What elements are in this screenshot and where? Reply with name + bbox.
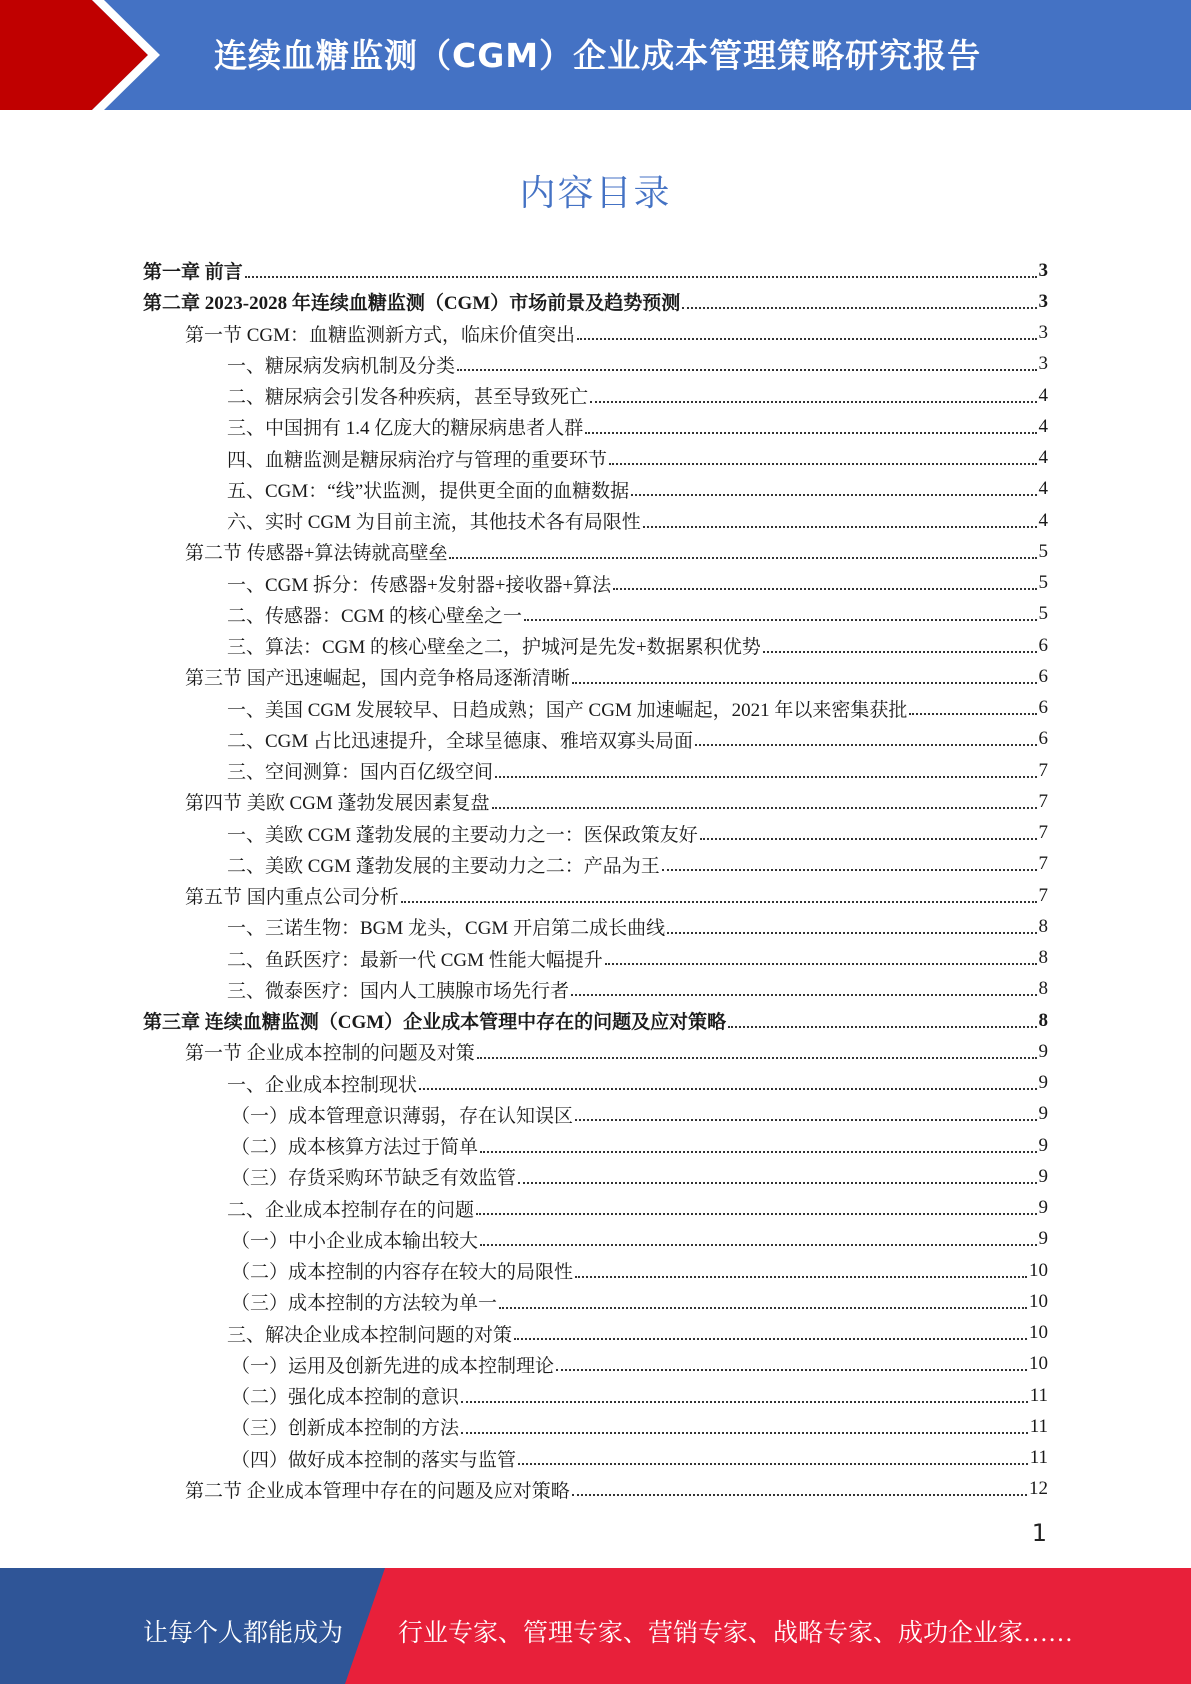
toc-dot-leader <box>613 588 1036 590</box>
toc-entry-label: （二）成本核算方法过于简单 <box>231 1137 479 1159</box>
toc-dot-leader <box>590 401 1036 403</box>
toc-entry-label: 一、糖尿病发病机制及分类 <box>227 355 456 377</box>
toc-dot-leader <box>245 276 1037 278</box>
toc-entry-label: 二、糖尿病会引发各种疾病，甚至导致死亡 <box>227 387 589 409</box>
toc-entry-label: 一、美国 CGM 发展较早、日趋成熟；国产 CGM 加速崛起，2021 年以来密集获批 <box>227 699 908 721</box>
toc-entry[interactable] <box>143 1318 1048 1349</box>
toc-entry[interactable] <box>143 536 1048 567</box>
toc-dot-leader <box>763 651 1037 653</box>
toc-entry-label: 第一节 企业成本控制的问题及对策 <box>185 1043 475 1065</box>
toc-entry-page: 12 <box>1029 1478 1048 1500</box>
toc-dot-leader <box>518 1463 1028 1465</box>
toc-entry-label: 一、三诺生物：BGM 龙头，CGM 开启第二成长曲线 <box>227 918 666 940</box>
toc-entry-label: 三、微泰医疗：国内人工胰腺市场先行者 <box>227 980 570 1002</box>
toc-entry-label: （三）成本控制的方法较为单一 <box>231 1293 498 1315</box>
toc-entry-label: 六、实时 CGM 为目前主流，其他技术各有局限性 <box>227 512 641 534</box>
toc-dot-leader <box>700 838 1037 840</box>
toc-entry[interactable] <box>143 349 1048 380</box>
toc-entry[interactable] <box>143 255 1048 286</box>
toc-entry-page: 4 <box>1038 478 1048 500</box>
toc-entry-label: 三、空间测算：国内百亿级空间 <box>227 762 494 784</box>
toc-entry-label: 第二节 传感器+算法铸就高壁垒 <box>185 543 448 565</box>
toc-dot-leader <box>571 994 1036 996</box>
toc-entry-page: 7 <box>1038 759 1048 781</box>
toc-entry[interactable] <box>143 693 1048 724</box>
toc-entry[interactable] <box>143 1068 1048 1099</box>
toc-entry-page: 9 <box>1038 1134 1048 1156</box>
toc-entry-page: 10 <box>1029 1259 1048 1281</box>
toc-dot-leader <box>575 1119 1036 1121</box>
table-of-contents <box>143 255 1048 1505</box>
toc-entry-page: 9 <box>1038 1040 1048 1062</box>
toc-entry-page: 8 <box>1038 915 1048 937</box>
toc-entry[interactable] <box>143 661 1048 692</box>
toc-entry-label: 四、血糖监测是糖尿病治疗与管理的重要环节 <box>227 449 608 471</box>
toc-entry[interactable] <box>143 911 1048 942</box>
toc-dot-leader <box>643 526 1037 528</box>
toc-entry[interactable] <box>143 1099 1048 1130</box>
toc-entry-label: 三、算法：CGM 的核心壁垒之二，护城河是先发+数据累积优势 <box>227 637 761 659</box>
toc-entry-page: 3 <box>1038 322 1048 344</box>
toc-entry[interactable] <box>143 1036 1048 1067</box>
toc-entry-page: 5 <box>1038 603 1048 625</box>
toc-entry-label: 二、传感器：CGM 的核心壁垒之一 <box>227 605 523 627</box>
toc-dot-leader <box>401 901 1037 903</box>
toc-dot-leader <box>577 338 1036 340</box>
toc-entry-label: 第一章 前言 <box>143 262 243 284</box>
toc-entry-page: 9 <box>1038 1072 1048 1094</box>
toc-entry-label: （一）运用及创新先进的成本控制理论 <box>231 1355 555 1377</box>
toc-entry[interactable] <box>143 1005 1048 1036</box>
toc-entry-label: 第二章 2023-2028 年连续血糖监测（CGM）市场前景及趋势预测 <box>143 293 681 315</box>
toc-entry[interactable] <box>143 755 1048 786</box>
toc-dot-leader <box>492 807 1037 809</box>
toc-entry-page: 6 <box>1038 697 1048 719</box>
toc-entry-page: 9 <box>1038 1165 1048 1187</box>
toc-entry[interactable] <box>143 1443 1048 1474</box>
toc-entry[interactable] <box>143 818 1048 849</box>
toc-entry-page: 6 <box>1038 634 1048 656</box>
toc-dot-leader <box>499 1307 1027 1309</box>
toc-entry[interactable] <box>143 286 1048 317</box>
toc-entry[interactable] <box>143 1286 1048 1317</box>
page-header <box>0 0 1191 110</box>
toc-entry[interactable] <box>143 1380 1048 1411</box>
toc-dot-leader <box>480 1244 1036 1246</box>
toc-entry-label: （四）做好成本控制的落实与监管 <box>231 1449 517 1471</box>
toc-entry[interactable] <box>143 1255 1048 1286</box>
toc-dot-leader <box>682 307 1036 309</box>
toc-dot-leader <box>605 963 1037 965</box>
toc-entry-label: 二、CGM 占比迅速提升，全球呈德康、雅培双寡头局面 <box>227 730 694 752</box>
toc-dot-leader <box>495 776 1036 778</box>
toc-entry-page: 4 <box>1038 509 1048 531</box>
footer-slogan-left: 让每个人都能成为 <box>143 1620 344 1647</box>
toc-entry-label: 二、美欧 CGM 蓬勃发展的主要动力之二：产品为王 <box>227 855 660 877</box>
toc-entry-label: （三）存货采购环节缺乏有效监管 <box>231 1168 517 1190</box>
toc-entry-label: 三、中国拥有 1.4 亿庞大的糖尿病患者人群 <box>227 418 584 440</box>
toc-entry-label: （一）成本管理意识薄弱，存在认知误区 <box>231 1105 574 1127</box>
toc-entry-page: 6 <box>1038 728 1048 750</box>
toc-dot-leader <box>909 713 1036 715</box>
toc-dot-leader <box>572 1494 1027 1496</box>
toc-entry[interactable] <box>143 411 1048 442</box>
toc-entry[interactable] <box>143 974 1048 1005</box>
toc-dot-leader <box>609 463 1036 465</box>
toc-entry-page: 4 <box>1038 447 1048 469</box>
toc-entry-page: 4 <box>1038 415 1048 437</box>
toc-dot-leader <box>449 557 1036 559</box>
toc-entry[interactable] <box>143 1224 1048 1255</box>
toc-entry-label: （三）创新成本控制的方法 <box>231 1418 460 1440</box>
toc-entry-page: 5 <box>1038 572 1048 594</box>
toc-entry[interactable] <box>143 724 1048 755</box>
toc-dot-leader <box>476 1213 1036 1215</box>
toc-entry-label: 第三节 国产迅速崛起，国内竞争格局逐渐清晰 <box>185 668 570 690</box>
toc-dot-leader <box>695 744 1036 746</box>
footer-slogan-right: 行业专家、管理专家、营销专家、战略专家、成功企业家…… <box>398 1620 1074 1647</box>
toc-entry-page: 7 <box>1038 790 1048 812</box>
toc-entry-label: （二）强化成本控制的意识 <box>231 1387 460 1409</box>
toc-entry-label: 二、企业成本控制存在的问题 <box>227 1199 475 1221</box>
toc-dot-leader <box>524 619 1036 621</box>
toc-entry[interactable] <box>143 443 1048 474</box>
toc-entry-page: 11 <box>1029 1384 1048 1406</box>
toc-entry[interactable] <box>143 318 1048 349</box>
toc-entry-label: （二）成本控制的内容存在较大的局限性 <box>231 1262 574 1284</box>
toc-entry-page: 10 <box>1029 1290 1048 1312</box>
toc-entry-page: 8 <box>1038 1009 1048 1031</box>
toc-entry-label: （一）中小企业成本输出较大 <box>231 1230 479 1252</box>
toc-entry-page: 9 <box>1038 1228 1048 1250</box>
toc-entry[interactable] <box>143 1161 1048 1192</box>
toc-dot-leader <box>572 682 1037 684</box>
toc-dot-leader <box>575 1276 1027 1278</box>
toc-entry[interactable] <box>143 630 1048 661</box>
toc-entry-page: 4 <box>1038 384 1048 406</box>
toc-entry[interactable] <box>143 1411 1048 1442</box>
toc-entry-page: 10 <box>1029 1322 1048 1344</box>
toc-dot-leader <box>457 369 1036 371</box>
toc-entry[interactable] <box>143 849 1048 880</box>
toc-dot-leader <box>585 432 1036 434</box>
toc-entry[interactable] <box>143 880 1048 911</box>
toc-entry[interactable] <box>143 1474 1048 1505</box>
toc-entry[interactable] <box>143 786 1048 817</box>
toc-entry-page: 8 <box>1038 978 1048 1000</box>
toc-entry-label: 第二节 企业成本管理中存在的问题及应对策略 <box>185 1480 570 1502</box>
toc-entry[interactable] <box>143 599 1048 630</box>
toc-dot-leader <box>518 1182 1036 1184</box>
toc-entry-page: 7 <box>1038 853 1048 875</box>
toc-entry-page: 10 <box>1029 1353 1048 1375</box>
toc-entry-page: 11 <box>1029 1447 1048 1469</box>
toc-entry-page: 9 <box>1038 1103 1048 1125</box>
toc-dot-leader <box>477 1057 1037 1059</box>
toc-entry-label: 第一节 CGM：血糖监测新方式，临床价值突出 <box>185 324 576 346</box>
toc-entry-page: 6 <box>1038 665 1048 687</box>
toc-entry-label: 第五节 国内重点公司分析 <box>185 887 399 909</box>
toc-entry-page: 9 <box>1038 1197 1048 1219</box>
toc-entry-page: 8 <box>1038 947 1048 969</box>
toc-entry-page: 11 <box>1029 1415 1048 1437</box>
toc-entry-label: 一、美欧 CGM 蓬勃发展的主要动力之一：医保政策友好 <box>227 824 698 846</box>
toc-dot-leader <box>480 1151 1036 1153</box>
report-title: 连续血糖监测（CGM）企业成本管理策略研究报告 <box>214 36 982 75</box>
toc-entry-label: 第三章 连续血糖监测（CGM）企业成本管理中存在的问题及应对策略 <box>143 1012 727 1034</box>
toc-entry[interactable] <box>143 568 1048 599</box>
toc-dot-leader <box>514 1338 1027 1340</box>
toc-dot-leader <box>419 1088 1036 1090</box>
toc-dot-leader <box>667 932 1036 934</box>
toc-entry[interactable] <box>143 1193 1048 1224</box>
toc-entry-label: 一、CGM 拆分：传感器+发射器+接收器+算法 <box>227 574 612 596</box>
toc-entry[interactable] <box>143 505 1048 536</box>
toc-dot-leader <box>662 869 1037 871</box>
toc-dot-leader <box>461 1401 1028 1403</box>
toc-entry[interactable] <box>143 943 1048 974</box>
toc-entry[interactable] <box>143 1130 1048 1161</box>
toc-entry-page: 7 <box>1038 884 1048 906</box>
toc-dot-leader <box>556 1369 1027 1371</box>
toc-entry-page: 3 <box>1038 290 1048 312</box>
toc-entry-label: 第四节 美欧 CGM 蓬勃发展因素复盘 <box>185 793 490 815</box>
toc-entry[interactable] <box>143 380 1048 411</box>
toc-entry-page: 5 <box>1038 540 1048 562</box>
toc-entry-label: 五、CGM：“线”状监测，提供更全面的血糖数据 <box>227 480 630 502</box>
toc-entry-label: 三、解决企业成本控制问题的对策 <box>227 1324 513 1346</box>
toc-dot-leader <box>631 494 1036 496</box>
toc-entry-page: 7 <box>1038 822 1048 844</box>
page-footer <box>0 1568 1191 1684</box>
toc-entry[interactable] <box>143 1349 1048 1380</box>
toc-entry[interactable] <box>143 474 1048 505</box>
toc-entry-page: 3 <box>1038 353 1048 375</box>
toc-dot-leader <box>461 1432 1028 1434</box>
toc-entry-page: 3 <box>1038 259 1048 281</box>
toc-entry-label: 二、鱼跃医疗：最新一代 CGM 性能大幅提升 <box>227 949 603 971</box>
page-number: 1 <box>1031 1519 1047 1547</box>
toc-dot-leader <box>728 1026 1036 1028</box>
toc-heading: 内容目录 <box>519 173 672 214</box>
toc-entry-label: 一、企业成本控制现状 <box>227 1074 418 1096</box>
